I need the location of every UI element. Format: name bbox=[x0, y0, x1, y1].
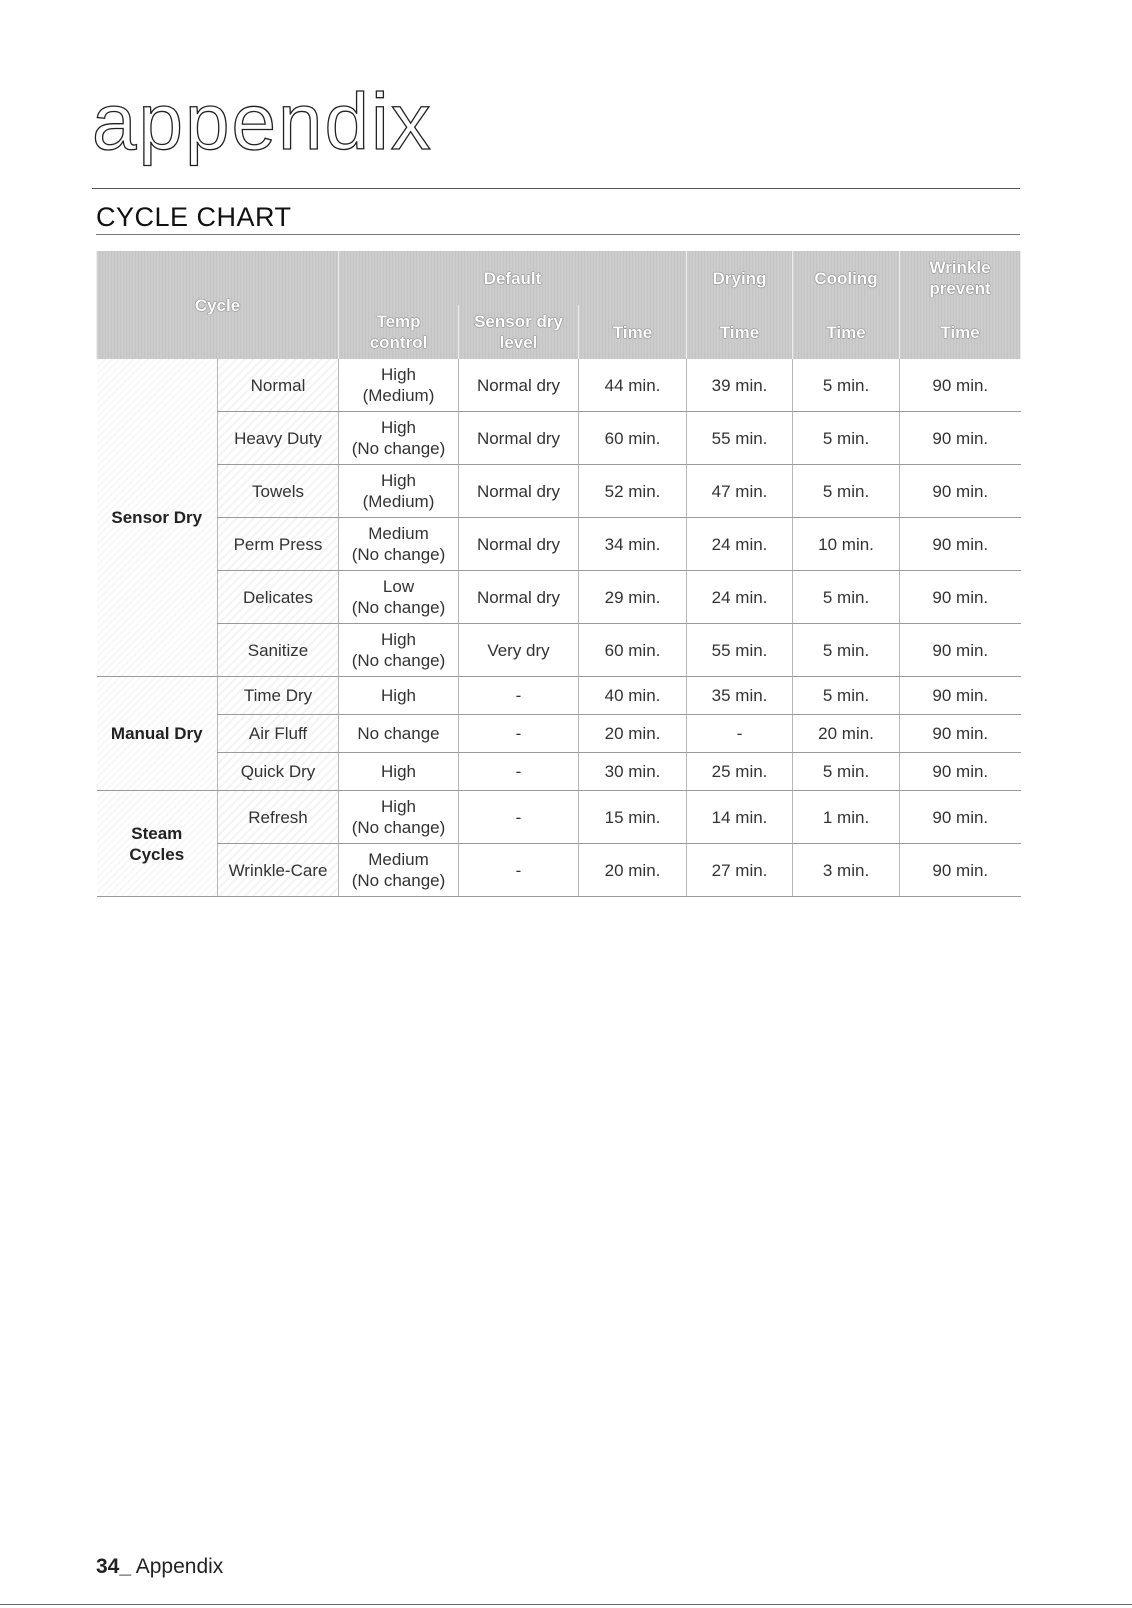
default-time-cell: 15 min. bbox=[579, 791, 687, 844]
sensor-dry-level-cell: - bbox=[459, 715, 579, 753]
default-time-cell: 40 min. bbox=[579, 677, 687, 715]
cycle-name: Quick Dry bbox=[218, 753, 339, 791]
drying-time-cell: - bbox=[687, 715, 793, 753]
temp-control-line2: (No change) bbox=[351, 818, 446, 837]
cycle-name: Sanitize bbox=[218, 624, 339, 677]
sensor-dry-level-cell: - bbox=[459, 677, 579, 715]
header-wrinkle-line1: Wrinkle bbox=[929, 258, 991, 277]
header-sensor-line1: Sensor dry bbox=[474, 312, 563, 331]
default-time-cell: 34 min. bbox=[579, 518, 687, 571]
drying-time-cell: 35 min. bbox=[687, 677, 793, 715]
header-drying: Drying bbox=[687, 251, 793, 305]
drying-time-cell: 47 min. bbox=[687, 465, 793, 518]
header-wrinkle-line2: prevent bbox=[929, 279, 991, 298]
sensor-dry-level-cell: Normal dry bbox=[459, 359, 579, 412]
wrinkle-prevent-time-cell: 90 min. bbox=[900, 624, 1021, 677]
cooling-time-cell: 5 min. bbox=[793, 677, 900, 715]
chapter-title: appendix bbox=[92, 77, 433, 166]
default-time-cell: 20 min. bbox=[579, 844, 687, 897]
default-time-cell: 20 min. bbox=[579, 715, 687, 753]
drying-time-cell: 55 min. bbox=[687, 624, 793, 677]
cycle-group-line1: Sensor Dry bbox=[111, 508, 203, 527]
temp-control-cell bbox=[339, 791, 459, 844]
temp-control-cell bbox=[339, 518, 459, 571]
temp-control-line1: Medium bbox=[368, 850, 429, 869]
drying-time-cell: 24 min. bbox=[687, 518, 793, 571]
sensor-dry-level-cell: - bbox=[459, 791, 579, 844]
wrinkle-prevent-time-cell: 90 min. bbox=[900, 359, 1021, 412]
header-default-time: Time bbox=[579, 305, 687, 359]
default-time-cell: 44 min. bbox=[579, 359, 687, 412]
cycle-name: Refresh bbox=[218, 791, 339, 844]
header-drying-time: Time bbox=[687, 305, 793, 359]
wrinkle-prevent-time-cell: 90 min. bbox=[900, 571, 1021, 624]
cycle-group-line2: Cycles bbox=[129, 844, 185, 864]
section-title: CYCLE CHART bbox=[96, 202, 1020, 235]
cycle-chart-table bbox=[96, 251, 1021, 897]
temp-control-line2: (No change) bbox=[351, 871, 446, 890]
temp-control-line2: (No change) bbox=[351, 651, 446, 670]
cycle-name: Wrinkle-Care bbox=[218, 844, 339, 897]
default-time-cell: 52 min. bbox=[579, 465, 687, 518]
table-row bbox=[97, 677, 1021, 715]
header-sensor-dry-level bbox=[459, 305, 579, 359]
temp-control-line1: High bbox=[381, 365, 416, 384]
default-time-cell: 29 min. bbox=[579, 571, 687, 624]
cooling-time-cell: 5 min. bbox=[793, 624, 900, 677]
header-cooling-time: Time bbox=[793, 305, 900, 359]
sensor-dry-level-cell: - bbox=[459, 753, 579, 791]
drying-time-cell: 55 min. bbox=[687, 412, 793, 465]
cycle-name: Perm Press bbox=[218, 518, 339, 571]
temp-control-line2: (No change) bbox=[351, 598, 446, 617]
wrinkle-prevent-time-cell: 90 min. bbox=[900, 465, 1021, 518]
cycle-group-name bbox=[97, 677, 218, 791]
chapter-header bbox=[92, 77, 1020, 189]
cooling-time-cell: 10 min. bbox=[793, 518, 900, 571]
cooling-time-cell: 5 min. bbox=[793, 465, 900, 518]
temp-control-line2: (Medium) bbox=[362, 386, 435, 405]
table-row bbox=[97, 753, 1021, 791]
default-time-cell: 60 min. bbox=[579, 624, 687, 677]
drying-time-cell: 25 min. bbox=[687, 753, 793, 791]
page-footer bbox=[96, 1555, 223, 1579]
table-body bbox=[97, 359, 1021, 897]
wrinkle-prevent-time-cell: 90 min. bbox=[900, 715, 1021, 753]
wrinkle-prevent-time-cell: 90 min. bbox=[900, 677, 1021, 715]
cooling-time-cell: 5 min. bbox=[793, 753, 900, 791]
temp-control-line1: High bbox=[381, 630, 416, 649]
sensor-dry-level-cell: Normal dry bbox=[459, 571, 579, 624]
cooling-time-cell: 1 min. bbox=[793, 791, 900, 844]
wrinkle-prevent-time-cell: 90 min. bbox=[900, 791, 1021, 844]
temp-control-line2: (Medium) bbox=[362, 492, 435, 511]
table-row bbox=[97, 715, 1021, 753]
temp-control-line1: High bbox=[381, 797, 416, 816]
wrinkle-prevent-time-cell: 90 min. bbox=[900, 844, 1021, 897]
temp-control-line1: No change bbox=[357, 724, 440, 743]
cycle-group-line1: Manual Dry bbox=[110, 724, 203, 743]
cooling-time-cell: 5 min. bbox=[793, 412, 900, 465]
cycle-name: Air Fluff bbox=[218, 715, 339, 753]
sensor-dry-level-cell: Normal dry bbox=[459, 465, 579, 518]
default-time-cell: 30 min. bbox=[579, 753, 687, 791]
cycle-name: Time Dry bbox=[218, 677, 339, 715]
cycle-name: Normal bbox=[218, 359, 339, 412]
table-header bbox=[97, 251, 1021, 359]
table-row bbox=[97, 518, 1021, 571]
temp-control-cell bbox=[339, 359, 459, 412]
table-row bbox=[97, 791, 1021, 844]
wrinkle-prevent-time-cell: 90 min. bbox=[900, 753, 1021, 791]
drying-time-cell: 39 min. bbox=[687, 359, 793, 412]
page-number: 34_ bbox=[96, 1555, 132, 1578]
temp-control-line1: High bbox=[381, 471, 416, 490]
cycle-group-line1: Steam bbox=[131, 823, 183, 843]
default-time-cell: 60 min. bbox=[579, 412, 687, 465]
temp-control-line1: High bbox=[381, 418, 416, 437]
temp-control-cell bbox=[339, 753, 459, 791]
cycle-name: Heavy Duty bbox=[218, 412, 339, 465]
temp-control-cell bbox=[339, 677, 459, 715]
temp-control-line1: High bbox=[381, 762, 416, 781]
table-row bbox=[97, 359, 1021, 412]
temp-control-cell bbox=[339, 715, 459, 753]
table-row bbox=[97, 844, 1021, 897]
header-sensor-line2: level bbox=[499, 333, 538, 352]
sensor-dry-level-cell: - bbox=[459, 844, 579, 897]
header-wrinkle-prevent bbox=[900, 251, 1021, 305]
header-wrinkle-time: Time bbox=[900, 305, 1021, 359]
temp-control-cell bbox=[339, 844, 459, 897]
table-row bbox=[97, 571, 1021, 624]
table-row bbox=[97, 624, 1021, 677]
temp-control-line1: Medium bbox=[368, 524, 429, 543]
cooling-time-cell: 5 min. bbox=[793, 359, 900, 412]
cycle-name: Towels bbox=[218, 465, 339, 518]
wrinkle-prevent-time-cell: 90 min. bbox=[900, 412, 1021, 465]
header-temp-line2: control bbox=[369, 333, 428, 352]
cooling-time-cell: 5 min. bbox=[793, 571, 900, 624]
cycle-name: Delicates bbox=[218, 571, 339, 624]
drying-time-cell: 14 min. bbox=[687, 791, 793, 844]
temp-control-cell bbox=[339, 412, 459, 465]
cycle-group-name bbox=[97, 359, 218, 677]
footer-label: Appendix bbox=[131, 1555, 224, 1578]
temp-control-line2: (No change) bbox=[351, 545, 446, 564]
temp-control-line2: (No change) bbox=[351, 439, 446, 458]
temp-control-cell bbox=[339, 624, 459, 677]
sensor-dry-level-cell: Normal dry bbox=[459, 518, 579, 571]
drying-time-cell: 24 min. bbox=[687, 571, 793, 624]
wrinkle-prevent-time-cell: 90 min. bbox=[900, 518, 1021, 571]
header-temp-line1: Temp bbox=[376, 312, 421, 331]
cycle-group-name bbox=[97, 791, 218, 897]
sensor-dry-level-cell: Normal dry bbox=[459, 412, 579, 465]
drying-time-cell: 27 min. bbox=[687, 844, 793, 897]
header-temp-control bbox=[339, 305, 459, 359]
cooling-time-cell: 3 min. bbox=[793, 844, 900, 897]
header-cooling: Cooling bbox=[793, 251, 900, 305]
sensor-dry-level-cell: Very dry bbox=[459, 624, 579, 677]
temp-control-line1: Low bbox=[382, 577, 415, 596]
header-cycle: Cycle bbox=[97, 251, 339, 359]
header-default: Default bbox=[339, 251, 687, 305]
table-row bbox=[97, 412, 1021, 465]
table-row bbox=[97, 465, 1021, 518]
cooling-time-cell: 20 min. bbox=[793, 715, 900, 753]
temp-control-cell bbox=[339, 465, 459, 518]
temp-control-line1: High bbox=[381, 686, 416, 705]
bottom-rule bbox=[0, 1604, 1132, 1605]
temp-control-cell bbox=[339, 571, 459, 624]
